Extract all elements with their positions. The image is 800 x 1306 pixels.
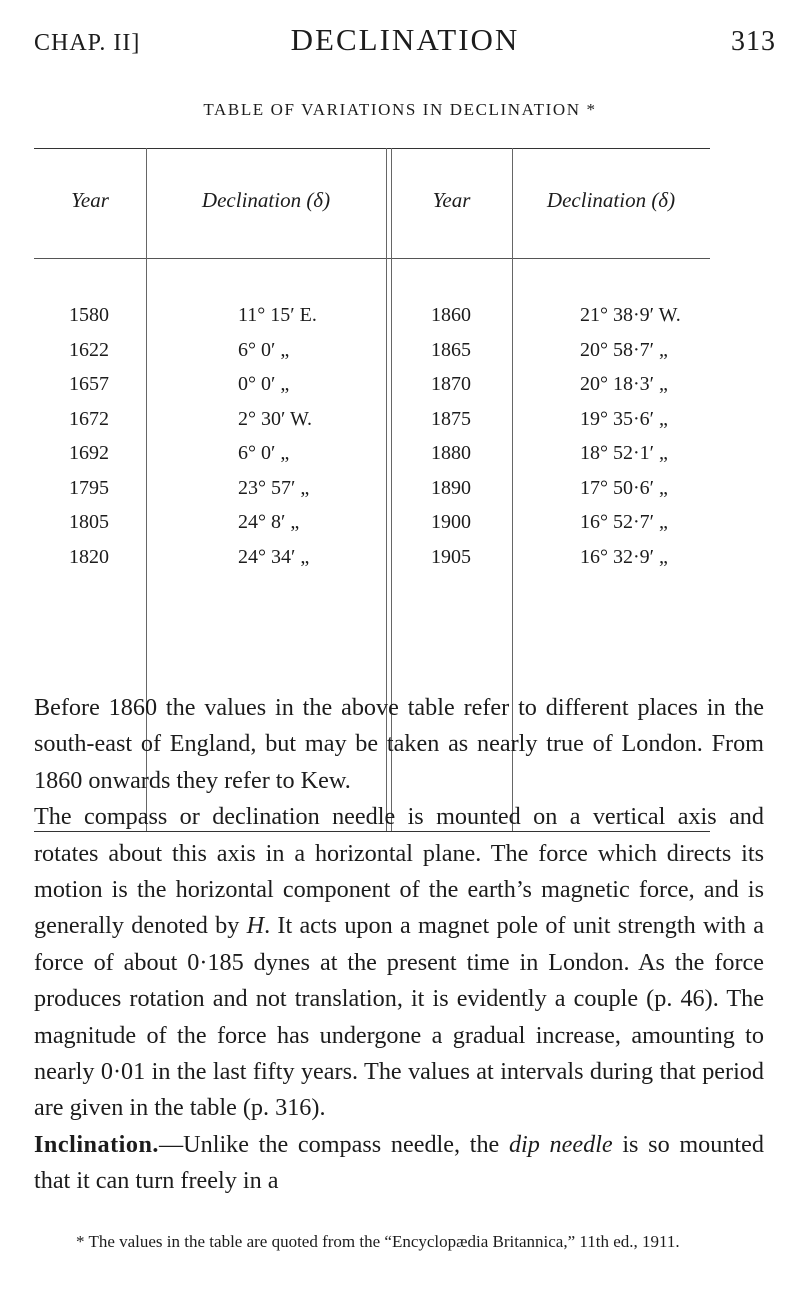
paragraph-text: The compass or declination needle is mounted on a vertical axis and rotates about this axis in a horizontal plane. The force which directs its motion is the horizontal component of the earth’s magnetic force, and is generally denoted by xyxy=(34,803,764,940)
year-cell: 1870 xyxy=(431,373,471,395)
table-row xyxy=(34,477,710,512)
year-cell: 1622 xyxy=(69,338,109,361)
year-cell: 1890 xyxy=(431,476,471,499)
table-row xyxy=(34,546,710,581)
term-dip-needle: dip needle xyxy=(508,1130,613,1158)
declination-cell: 24° 8′ „ xyxy=(238,511,300,533)
table-body xyxy=(34,304,710,580)
year-cell: 1900 xyxy=(431,511,471,533)
year-cell: 1692 xyxy=(69,442,109,464)
column-header-declination: Declination (δ) xyxy=(201,188,331,212)
declination-cell: 16° 52·7′ „ xyxy=(580,511,668,533)
column-header-year: Year xyxy=(432,188,471,212)
year-cell: 1805 xyxy=(69,511,109,533)
paragraph-text: . It acts upon a magnet pole of unit strength with a force of about 0·185 dynes at the present time in London. As the force produces rotation and not translation, it is evidently a couple (p. 46). The magnitude of the force has undergone a gradual increase, amounting to nearly 0·01 in the last fifty years. The values at intervals during that period are given in the table (p. 316). xyxy=(34,912,764,1122)
declination-cell: 23° 57′ „ xyxy=(238,476,310,499)
paragraph-text: Before 1860 the values in the above table refer to different places in the south-east of England, but may be taken as nearly true of London. From 1860 onwards they refer to Kew. xyxy=(34,694,764,794)
paragraph xyxy=(34,690,764,799)
declination-cell: 17° 50·6′ „ xyxy=(580,476,668,499)
table-top-rule xyxy=(34,148,710,149)
declination-cell: 20° 58·7′ „ xyxy=(580,338,668,361)
table-row xyxy=(34,511,710,546)
year-cell: 1657 xyxy=(69,373,109,395)
table-row xyxy=(34,339,710,374)
year-cell: 1865 xyxy=(431,338,471,361)
year-cell: 1672 xyxy=(69,407,109,430)
paragraph xyxy=(34,799,764,1127)
year-cell: 1820 xyxy=(69,545,109,568)
table-title: TABLE OF VARIATIONS IN DECLINATION * xyxy=(203,100,597,119)
paragraph-text: is so mounted that it can turn freely in a xyxy=(34,1130,764,1195)
declination-cell: 21° 38·9′ W. xyxy=(580,304,681,326)
section-heading-inclination: Inclination. xyxy=(34,1130,159,1158)
paragraph xyxy=(34,1127,764,1200)
declination-cell: 11° 15′ E. xyxy=(238,304,317,326)
declination-cell: 20° 18·3′ „ xyxy=(580,373,668,395)
table-row xyxy=(34,408,710,443)
body-text xyxy=(34,690,764,1200)
page-title: DECLINATION xyxy=(290,22,520,57)
declination-cell: 6° 0′ „ xyxy=(238,338,290,361)
column-header-year: Year xyxy=(71,188,109,212)
declination-cell: 24° 34′ „ xyxy=(238,545,310,568)
chapter-label: CHAP. II] xyxy=(34,30,141,56)
declination-cell: 0° 0′ „ xyxy=(238,373,290,395)
year-cell: 1860 xyxy=(431,304,471,326)
footnote: * The values in the table are quoted from the “Encyclopædia Britannica,” 11th ed., 1911. xyxy=(76,1232,680,1251)
declination-cell: 18° 52·1′ „ xyxy=(580,442,668,464)
year-cell: 1580 xyxy=(69,304,109,326)
declination-cell: 16° 32·9′ „ xyxy=(580,545,668,568)
table-row xyxy=(34,442,710,477)
paragraph-text: —Unlike the compass needle, the xyxy=(158,1130,509,1158)
year-cell: 1905 xyxy=(431,545,471,568)
symbol-h: H xyxy=(246,912,265,940)
year-cell: 1795 xyxy=(69,476,109,499)
table-header-rule xyxy=(34,258,710,259)
declination-cell: 19° 35·6′ „ xyxy=(580,407,668,430)
year-cell: 1875 xyxy=(431,407,471,430)
page-number: 313 xyxy=(731,26,776,57)
declination-cell: 6° 0′ „ xyxy=(238,442,290,464)
table-row xyxy=(34,373,710,408)
column-header-declination: Declination (δ) xyxy=(546,188,676,212)
table-row xyxy=(34,304,710,339)
declination-cell: 2° 30′ W. xyxy=(238,407,313,430)
year-cell: 1880 xyxy=(431,442,471,464)
running-head xyxy=(34,22,776,72)
